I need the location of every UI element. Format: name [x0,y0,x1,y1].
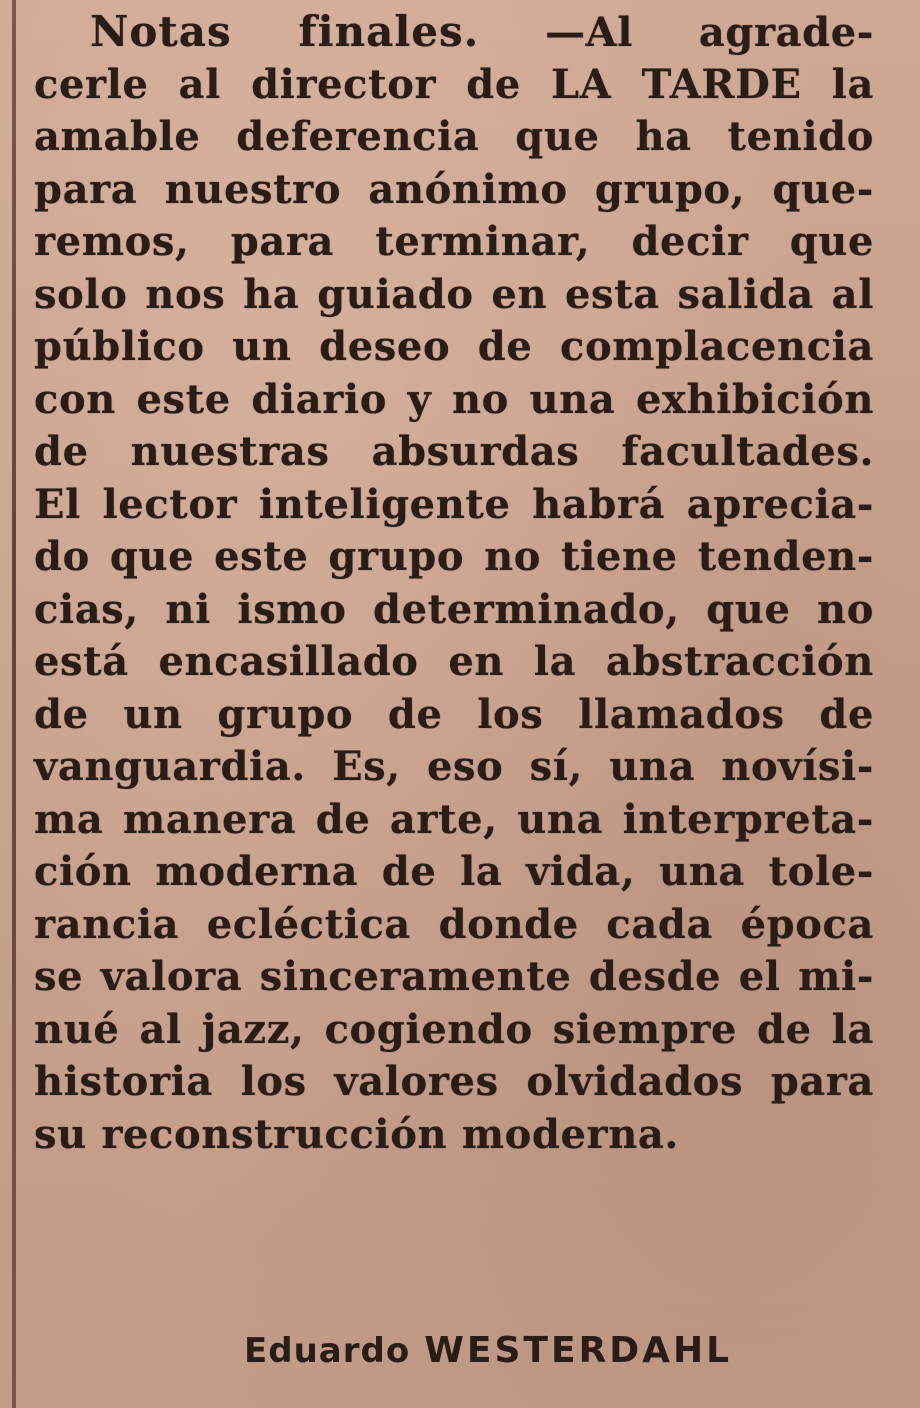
article-line: con este diario y no una exhibición [34,375,874,423]
article-line-first [34,6,874,59]
author-signature [244,1330,732,1371]
article-line: público un deseo de complacencia [34,323,874,370]
article-line: para nuestro anónimo grupo, que- [34,165,874,213]
article-line: amable deferencia que ha tenido [34,113,874,160]
article-line: cerle al director de LA TARDE la [34,60,874,108]
article-line: remos, para terminar, decir que [34,218,874,265]
article-line: se valora sinceramente desde el mi- [34,953,874,1000]
author-first-name: Eduardo [244,1331,411,1371]
article-line: El lector inteligente habrá aprecia- [34,480,874,528]
article-line: ción moderna de la vida, una tole- [34,848,874,895]
article-line: de un grupo de los llamados de [34,690,874,738]
article-line: vanguardia. Es, eso sí, una novísi- [34,743,874,790]
column-rule [12,0,16,1408]
article-line: solo nos ha guiado en esta salida al [34,270,874,318]
author-surname: WESTERDAHL [424,1330,733,1371]
article-line: de nuestras absurdas facultades. [34,428,874,475]
article-line: do que este grupo no tiene tenden- [34,533,874,580]
article-text [34,6,874,1161]
article-line: historia los valores olvidados para [34,1058,874,1105]
article-first-line-text: —Al agrade- [479,9,874,56]
article-line: ma manera de arte, una interpreta- [34,795,874,843]
article-line: cias, ni ismo determinado, que no [34,585,874,633]
article-heading: Notas finales. [90,7,480,56]
article-line: nué al jazz, cogiendo siempre de la [34,1005,874,1053]
article-line: rancia ecléctica donde cada época [34,900,874,948]
article-line-last: su reconstrucción moderna. [34,1110,679,1158]
article-line: está encasillado en la abstracción [34,638,874,685]
